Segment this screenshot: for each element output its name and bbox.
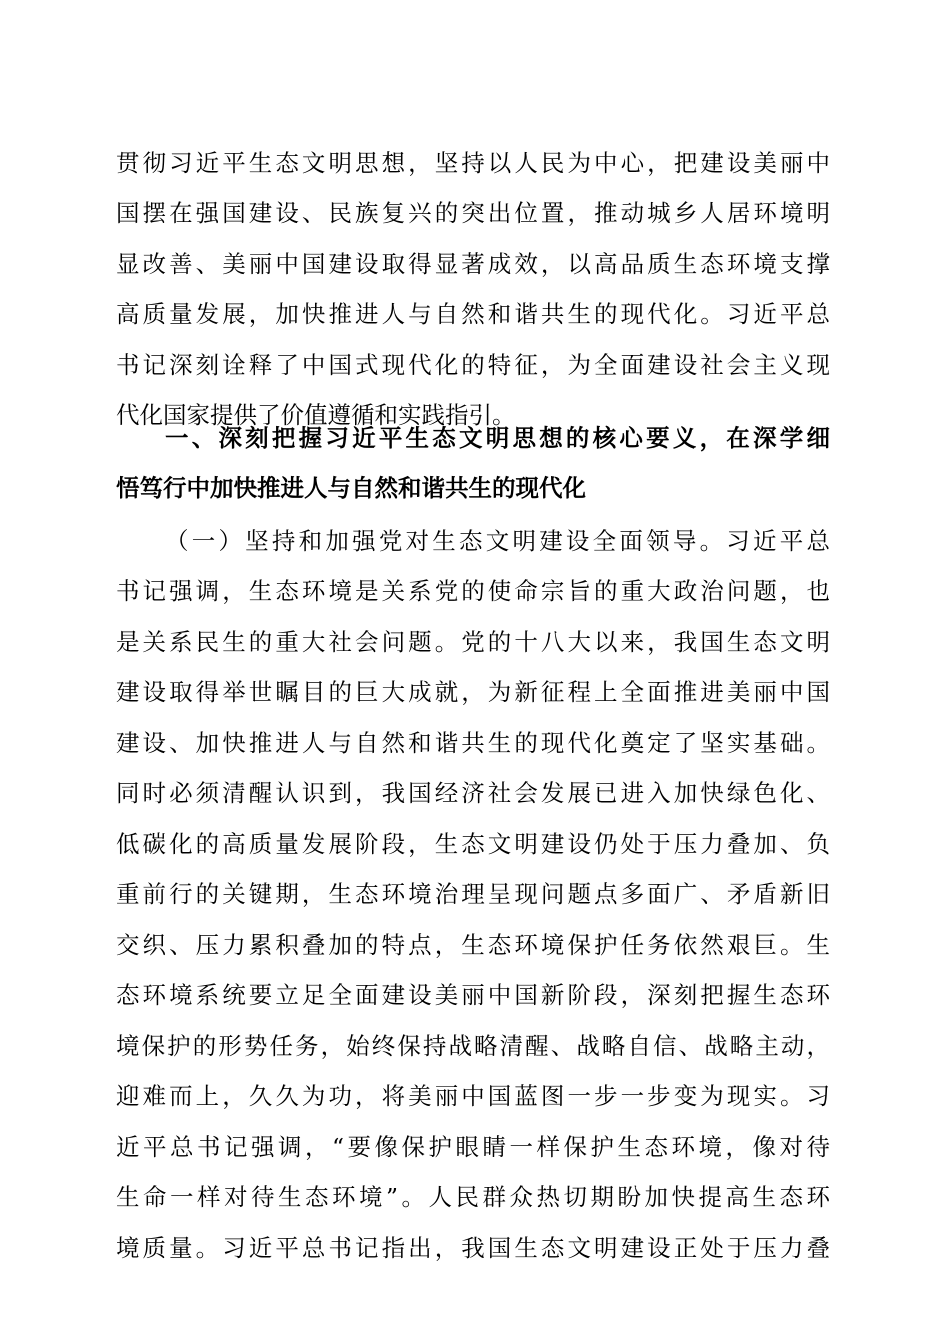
subsection-line: （一）坚持和加强党对生态文明建设全面领导。习近平总 [165,527,830,555]
subsection-line: 是关系民生的重大社会问题。党的十八大以来，我国生态文明 [116,628,830,656]
subsection-line: 建设取得举世瞩目的巨大成就，为新征程上全面推进美丽中国 [116,678,830,706]
subsection-line: 建设、加快推进人与自然和谐共生的现代化奠定了坚实基础。 [116,729,830,757]
subsection-line: 低碳化的高质量发展阶段，生态文明建设仍处于压力叠加、负 [116,830,830,858]
intro-line: 代化国家提供了价值遵循和实践指引。 [116,401,516,429]
intro-line: 高质量发展，加快推进人与自然和谐共生的现代化。习近平总 [116,300,830,328]
intro-line: 国摆在强国建设、民族复兴的突出位置，推动城乡人居环境明 [116,199,830,227]
section-heading: 一、深刻把握习近平生态文明思想的核心要义，在深学细 [165,424,830,452]
intro-line: 书记深刻诠释了中国式现代化的特征，为全面建设社会主义现 [116,351,830,379]
intro-line: 显改善、美丽中国建设取得显著成效，以高品质生态环境支撑 [116,250,830,278]
subsection-line: 境质量。习近平总书记指出，我国生态文明建设正处于压力叠 [116,1234,830,1262]
subsection-line: 交织、压力累积叠加的特点，生态环境保护任务依然艰巨。生 [116,931,830,959]
subsection-line: 书记强调，生态环境是关系党的使命宗旨的重大政治问题，也 [116,577,830,605]
subsection-line: 同时必须清醒认识到，我国经济社会发展已进入加快绿色化、 [116,779,830,807]
subsection-line: 近平总书记强调，“要像保护眼睛一样保护生态环境，像对待 [116,1133,830,1161]
section-heading: 悟笃行中加快推进人与自然和谐共生的现代化 [116,474,586,502]
subsection-line: 生命一样对待生态环境”。人民群众热切期盼加快提高生态环 [116,1183,830,1211]
intro-line: 贯彻习近平生态文明思想，坚持以人民为中心，把建设美丽中 [116,149,830,177]
subsection-line: 态环境系统要立足全面建设美丽中国新阶段，深刻把握生态环 [116,981,830,1009]
subsection-line: 境保护的形势任务，始终保持战略清醒、战略自信、战略主动， [116,1032,830,1060]
subsection-line: 迎难而上，久久为功，将美丽中国蓝图一步一步变为现实。习 [116,1082,830,1110]
subsection-line: 重前行的关键期，生态环境治理呈现问题点多面广、矛盾新旧 [116,880,830,908]
